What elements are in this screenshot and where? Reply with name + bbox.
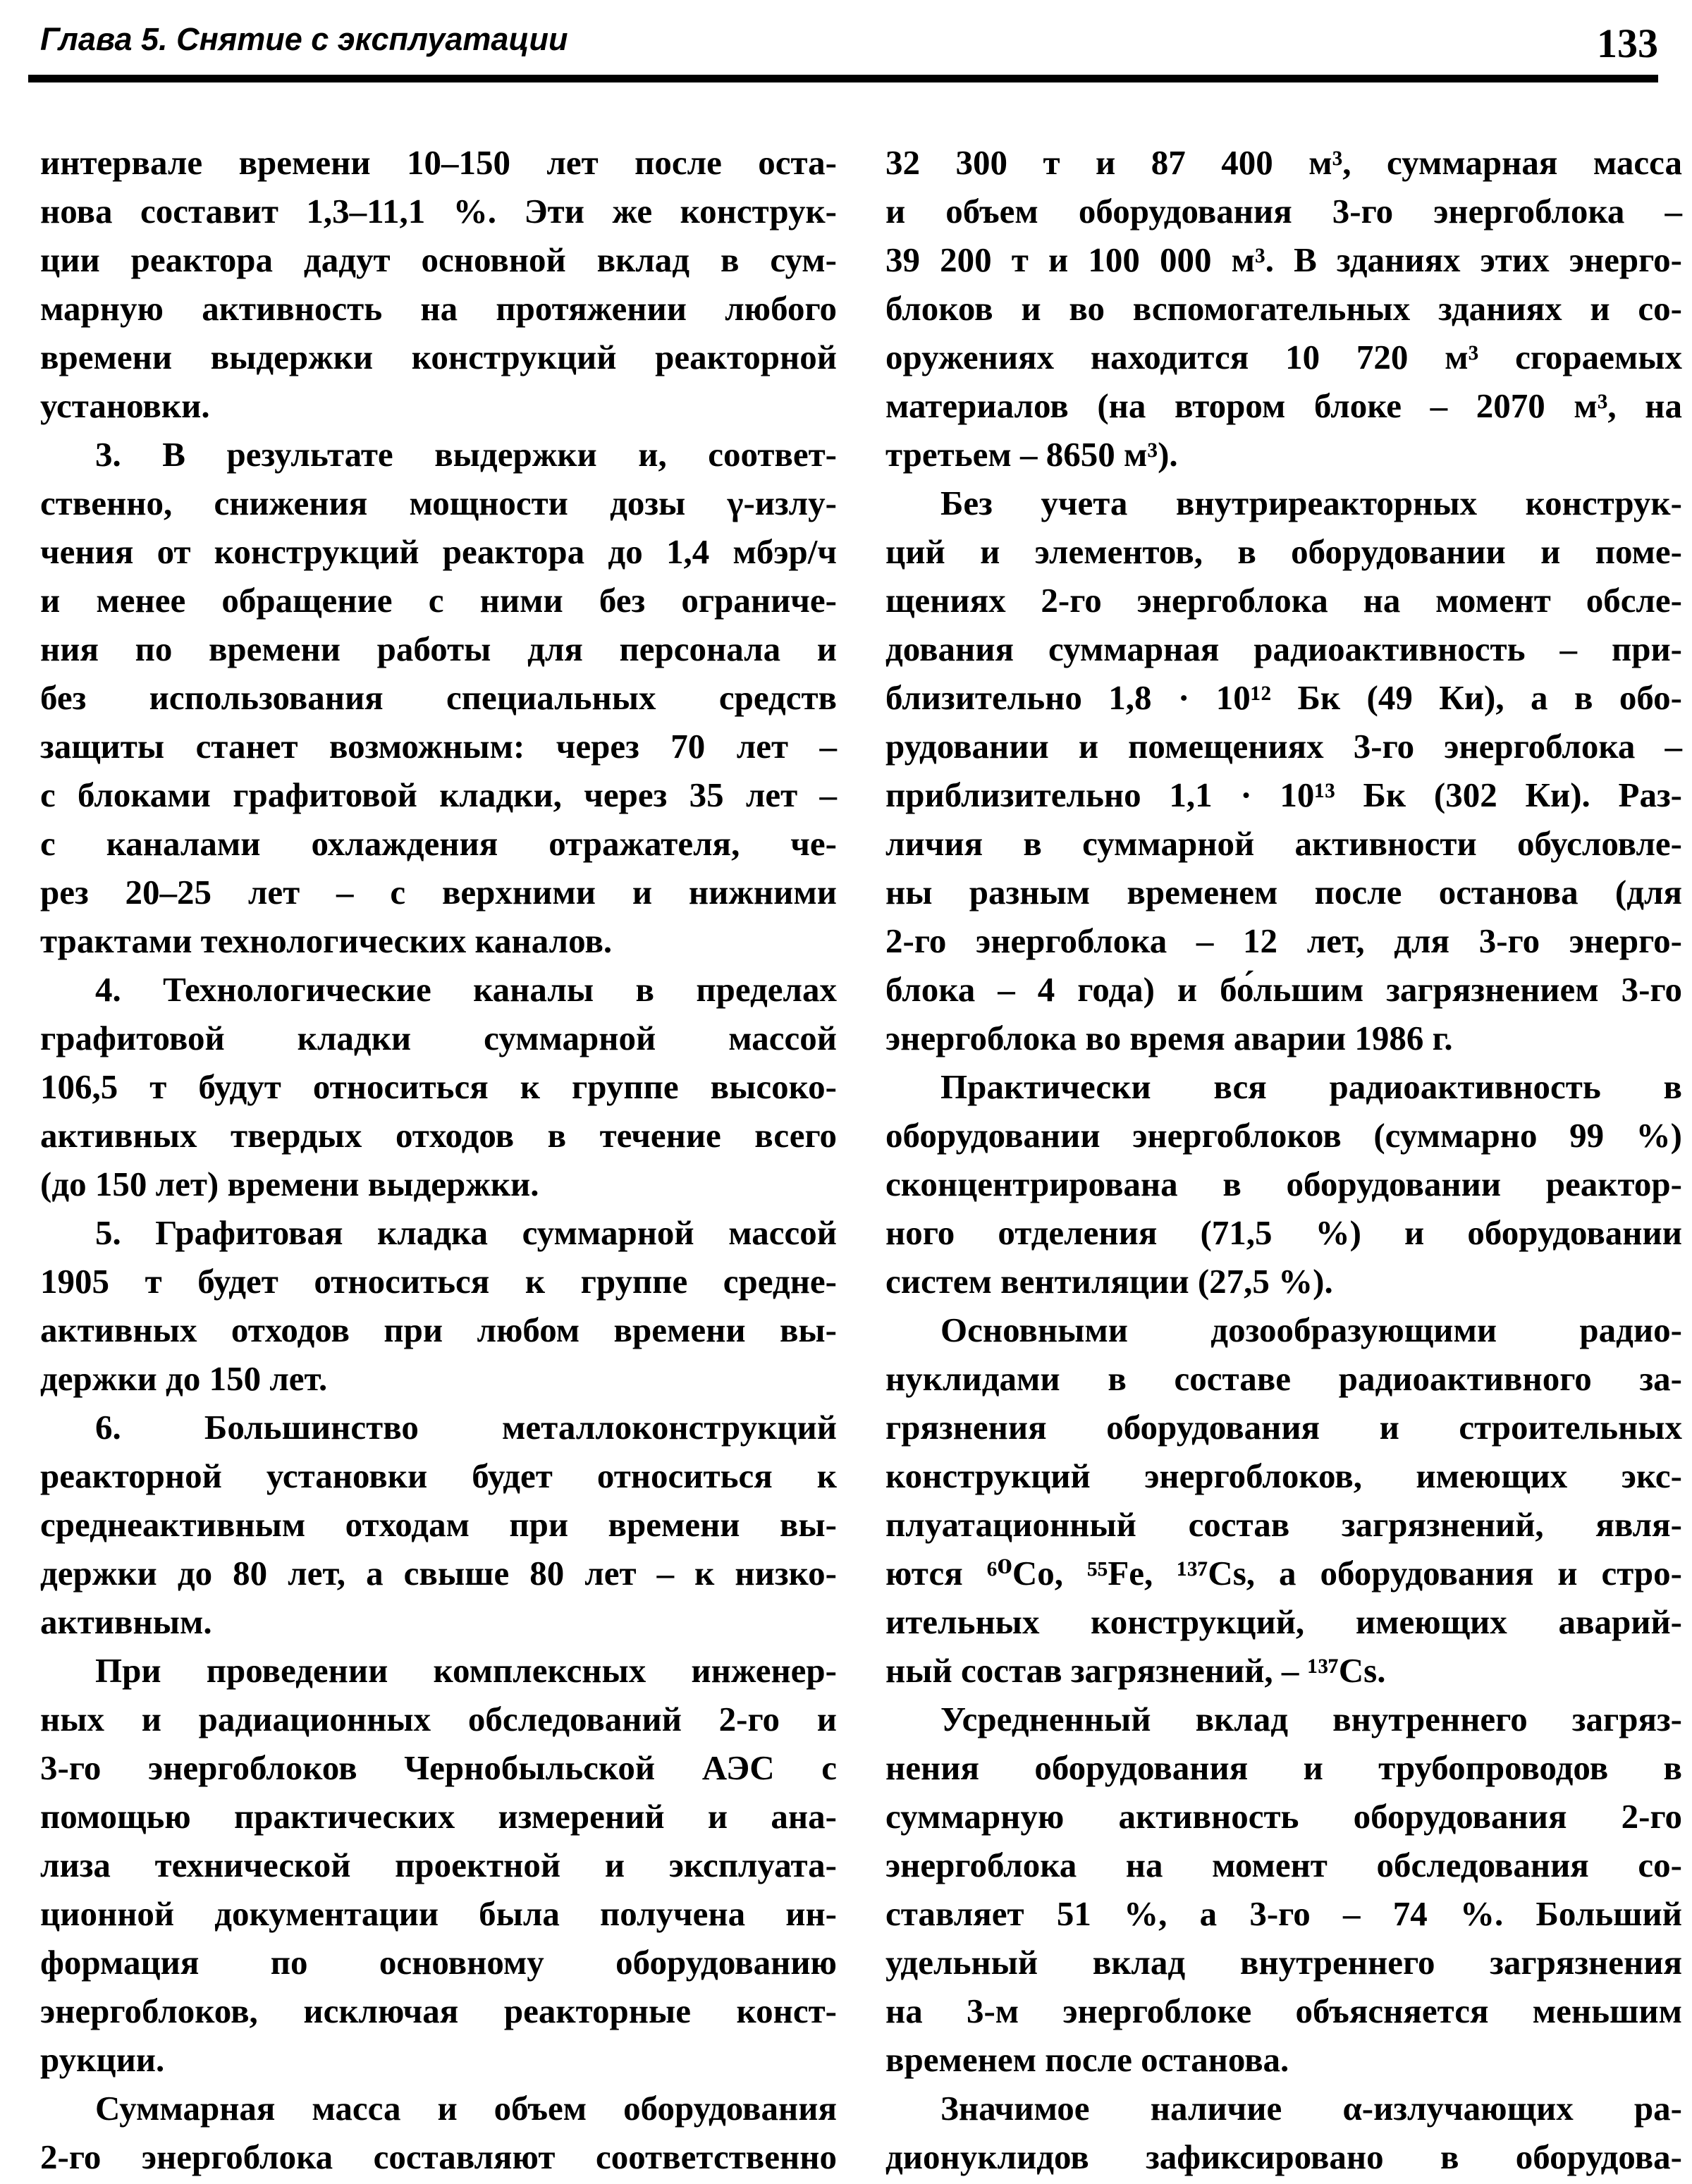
text-line: установки. [40, 386, 210, 425]
text-line: интервале времени 10–150 лет после оста- [40, 143, 837, 182]
text-line: рез 20–25 лет – с верхними и нижними [40, 873, 837, 912]
text-line: ный состав загрязнений, – ¹³⁷Cs. [885, 1651, 1386, 1690]
text-line: Без учета внутриреакторных конструк- [940, 484, 1682, 522]
text-line: грязнения оборудования и строительных [885, 1408, 1682, 1447]
text-line: суммарную активность оборудования 2-го [885, 1797, 1682, 1836]
text-line: 39 200 т и 100 000 м³. В зданиях этих энерго- [885, 240, 1682, 279]
text-line: рудовании и помещениях 3-го энергоблока – [885, 727, 1682, 766]
text-line: Суммарная масса и объем оборудования [95, 2089, 837, 2128]
text-line: ставляет 51 %, а 3-го – 74 %. Больший [885, 1894, 1682, 1933]
text-line: удельный вклад внутреннего загрязнения [885, 1943, 1682, 1982]
text-line: графитовой кладки суммарной массой [40, 1019, 837, 1057]
text-line: нения оборудования и трубопроводов в [885, 1748, 1682, 1787]
text-line: энергоблоков, исключая реакторные конст- [40, 1992, 837, 2030]
text-line: с блоками графитовой кладки, через 35 лет – [40, 775, 837, 814]
text-line: (до 150 лет) времени выдержки. [40, 1165, 539, 1203]
text-line: нова составит 1,3–11,1 %. Эти же конструк- [40, 192, 837, 231]
text-line: плуатационный состав загрязнений, явля- [885, 1505, 1682, 1544]
text-line: 3. В результате выдержки и, соответ- [95, 435, 837, 474]
text-line: сконцентрирована в оборудовании реактор- [885, 1165, 1682, 1203]
text-line: При проведении комплексных инженер- [95, 1651, 837, 1690]
text-line: систем вентиляции (27,5 %). [885, 1262, 1333, 1301]
text-line: активным. [40, 1602, 212, 1641]
text-line: личия в суммарной активности обусловле- [885, 824, 1682, 863]
text-line: Значимое наличие α-излучающих ра- [940, 2089, 1682, 2128]
text-line: ственно, снижения мощности дозы γ-излу- [40, 484, 837, 522]
text-line: приблизительно 1,1 · 10¹³ Бк (302 Ки). Раз- [885, 775, 1682, 814]
text-line: Практически вся радиоактивность в [940, 1067, 1682, 1106]
text-line: ных и радиационных обследований 2-го и [40, 1700, 837, 1738]
text-line: формация по основному оборудованию [40, 1943, 837, 1982]
text-line: блоков и во вспомогательных зданиях и со- [885, 289, 1682, 328]
text-line: ительных конструкций, имеющих аварий- [885, 1602, 1682, 1641]
text-line: ционной документации была получена ин- [40, 1894, 837, 1933]
text-line: держки до 150 лет. [40, 1359, 328, 1398]
text-line: активных отходов при любом времени вы- [40, 1311, 837, 1349]
text-line: 32 300 т и 87 400 м³, суммарная масса [885, 143, 1682, 182]
text-line: 4. Технологические каналы в пределах [95, 970, 837, 1009]
text-line: ций и элементов, в оборудовании и поме- [885, 532, 1682, 571]
text-line: времени выдержки конструкций реакторной [40, 338, 837, 376]
text-line: ны разным временем после останова (для [885, 873, 1682, 912]
text-line: щениях 2-го энергоблока на момент обсле- [885, 581, 1682, 620]
text-line: дования суммарная радиоактивность – при- [885, 630, 1682, 668]
text-line: с каналами охлаждения отражателя, че- [40, 824, 837, 863]
text-line: 5. Графитовая кладка суммарной массой [95, 1213, 837, 1252]
text-line: лиза технической проектной и эксплуата- [40, 1846, 837, 1884]
text-line: активных твердых отходов в течение всего [40, 1116, 837, 1155]
text-line: Основными дозообразующими радио- [940, 1311, 1682, 1349]
text-line: и объем оборудования 3-го энергоблока – [885, 192, 1682, 231]
text-line: и менее обращение с ними без ограниче- [40, 581, 837, 620]
text-line: трактами технологических каналов. [40, 921, 613, 960]
text-line: рукции. [40, 2040, 165, 2079]
text-line: чения от конструкций реактора до 1,4 мбэр/ч [40, 532, 837, 571]
text-line: ются ⁶⁰Co, ⁵⁵Fe, ¹³⁷Cs, а оборудования и стро- [885, 1554, 1682, 1593]
text-line: конструкций энергоблоков, имеющих экс- [885, 1456, 1682, 1495]
text-line: блока – 4 года) и бо́льшим загрязнением 3-го [885, 970, 1682, 1009]
text-line: ции реактора дадут основной вклад в сум- [40, 240, 837, 279]
text-line: 2-го энергоблока составляют соответственно [40, 2137, 837, 2176]
text-line: нуклидами в составе радиоактивного за- [885, 1359, 1682, 1398]
text-line: реакторной установки будет относиться к [40, 1456, 837, 1495]
text-line: временем после останова. [885, 2040, 1289, 2079]
text-line: Усредненный вклад внутреннего загряз- [940, 1700, 1682, 1738]
text-line: 2-го энергоблока – 12 лет, для 3-го энерго- [885, 921, 1682, 960]
text-line: ного отделения (71,5 %) и оборудовании [885, 1213, 1682, 1252]
text-line: энергоблока на момент обследования со- [885, 1846, 1682, 1884]
text-line: третьем – 8650 м³). [885, 435, 1178, 474]
text-line: без использования специальных средств [40, 678, 837, 717]
text-line: близительно 1,8 · 10¹² Бк (49 Ки), а в обо- [885, 678, 1682, 717]
header-rule [28, 75, 1658, 82]
text-line: помощью практических измерений и ана- [40, 1797, 837, 1836]
text-line: защиты станет возможным: через 70 лет – [40, 727, 837, 766]
text-line: 106,5 т будут относиться к группе высоко- [40, 1067, 837, 1106]
text-line: материалов (на втором блоке – 2070 м³, на [885, 386, 1682, 425]
text-line: марную активность на протяжении любого [40, 289, 837, 328]
text-line: на 3-м энергоблоке объясняется меньшим [885, 1992, 1682, 2030]
text-line: держки до 80 лет, а свыше 80 лет – к низко- [40, 1554, 837, 1593]
left-column [40, 138, 837, 2181]
text-line: энергоблока во время аварии 1986 г. [885, 1019, 1453, 1057]
page-number: 133 [1597, 20, 1658, 66]
right-column [885, 138, 1682, 2181]
text-line: оружениях находится 10 720 м³ сгораемых [885, 338, 1682, 376]
text-line: дионуклидов зафиксировано в оборудова- [885, 2137, 1682, 2176]
text-line: 1905 т будет относиться к группе средне- [40, 1262, 837, 1301]
text-line: ния по времени работы для персонала и [40, 630, 837, 668]
text-line: среднеактивным отходам при времени вы- [40, 1505, 837, 1544]
chapter-running-head: Глава 5. Снятие с эксплуатации [40, 21, 568, 57]
text-line: оборудовании энергоблоков (суммарно 99 %) [885, 1116, 1682, 1155]
text-line: 6. Большинство металлоконструкций [95, 1408, 837, 1447]
text-line: 3-го энергоблоков Чернобыльской АЭС с [40, 1748, 837, 1787]
